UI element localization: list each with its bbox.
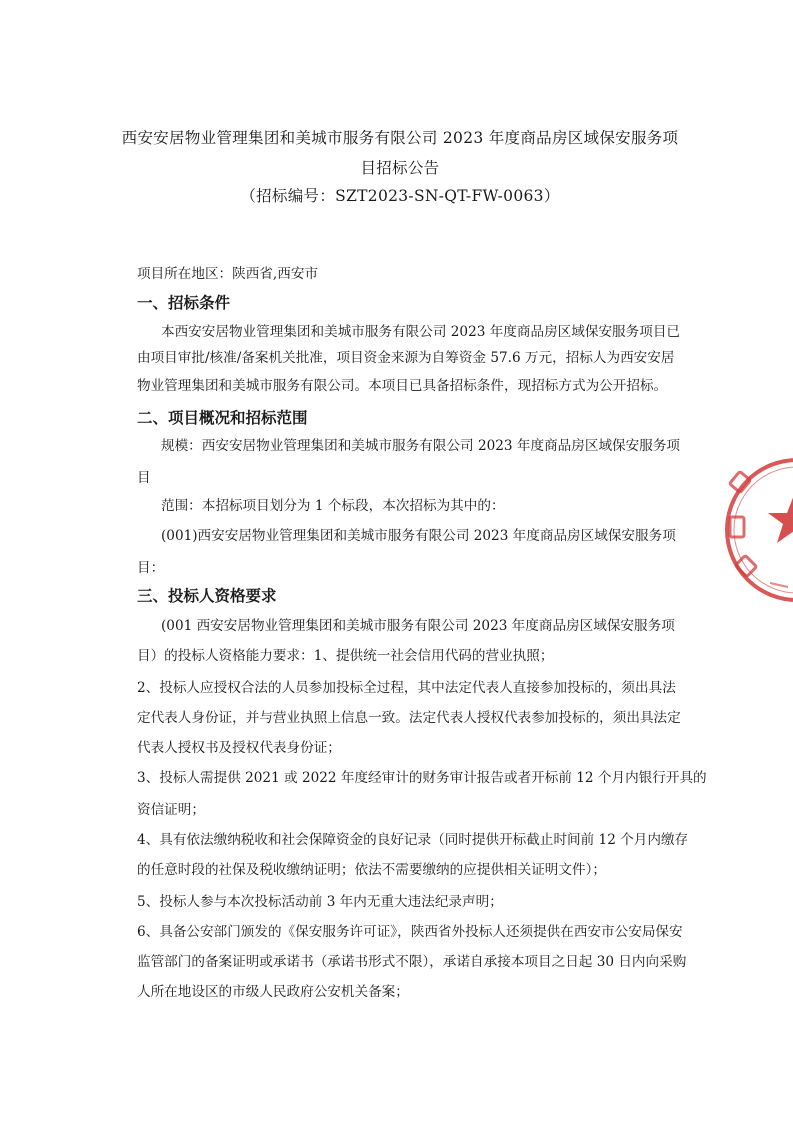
section-1-line: 本西安安居物业管理集团和美城市服务有限公司 2023 年度商品房区域保安服务项目已 [161, 324, 681, 340]
section-3-line: 资信证明； [137, 802, 205, 818]
section-2-line: 目： [137, 560, 165, 576]
section-2-heading: 二、项目概况和招标范围 [137, 409, 308, 427]
section-3-line: 定代表人身份证，并与营业执照上信息一致。法定代表人授权代表参加投标的，须出具法定 [137, 710, 681, 726]
section-3-line: 目）的投标人资格能力要求：1、提供统一社会信用代码的营业执照； [137, 648, 554, 664]
section-3-line: 的任意时段的社保及税收缴纳证明；依法不需要缴纳的应提供相关证明文件）； [137, 862, 606, 878]
section-2-line: (001)西安安居物业管理集团和美城市服务有限公司 2023 年度商品房区域保安服务项 [161, 528, 676, 544]
section-2-line: 范围：本招标项目划分为 1 个标段，本次招标为其中的： [161, 498, 505, 514]
section-1-heading: 一、招标条件 [137, 294, 231, 312]
project-location: 项目所在地区：陕西省,西安市 [137, 266, 319, 282]
document-title-line-1: 西安安居物业管理集团和美城市服务有限公司 2023 年度商品房区域保安服务项 [121, 129, 679, 147]
section-1-line: 由项目审批/核准/备案机关批准，项目资金来源为自筹资金 57.6 万元，招标人为西安安居 [137, 350, 675, 366]
official-seal-stamp [722, 455, 793, 605]
tender-number: （招标编号：SZT2023-SN-QT-FW-0063） [240, 187, 560, 205]
section-2-line: 目 [137, 470, 151, 486]
section-2-line: 规模：西安安居物业管理集团和美城市服务有限公司 2023 年度商品房区域保安服务项 [161, 438, 681, 454]
section-3-line: 3、投标人需提供 2021 或 2022 年度经审计的财务审计报告或者开标前 12 个月内银行开具的 [137, 770, 707, 786]
document-title-line-2: 目招标公告 [360, 159, 440, 177]
section-3-line: (001 西安安居物业管理集团和美城市服务有限公司 2023 年度商品房区域保安服务项 [161, 618, 675, 634]
section-3-line: 监管部门的备案证明或承诺书（承诺书形式不限），承诺自承接本项目之日起 30 日内向采购 [137, 954, 687, 970]
section-3-line: 2、投标人应授权合法的人员参加投标全过程，其中法定代表人直接参加投标的，须出具法 [137, 680, 676, 696]
section-3-line: 人所在地设区的市级人民政府公安机关备案； [137, 984, 409, 1000]
section-3-line: 6、具备公安部门颁发的《保安服务许可证》，陕西省外投标人还须提供在西安市公安局保安 [137, 924, 683, 940]
section-3-line: 4、具有依法缴纳税收和社会保障资金的良好记录（同时提供开标截止时间前 12 个月内缴存 [137, 832, 689, 848]
section-3-line: 5、投标人参与本次投标活动前 3 年内无重大违法纪录声明； [137, 894, 503, 910]
section-3-line: 代表人授权书及授权代表身份证； [137, 740, 341, 756]
section-3-heading: 三、投标人资格要求 [137, 587, 277, 605]
section-1-line: 物业管理集团和美城市服务有限公司。本项目已具备招标条件，现招标方式为公开招标。 [137, 378, 668, 394]
